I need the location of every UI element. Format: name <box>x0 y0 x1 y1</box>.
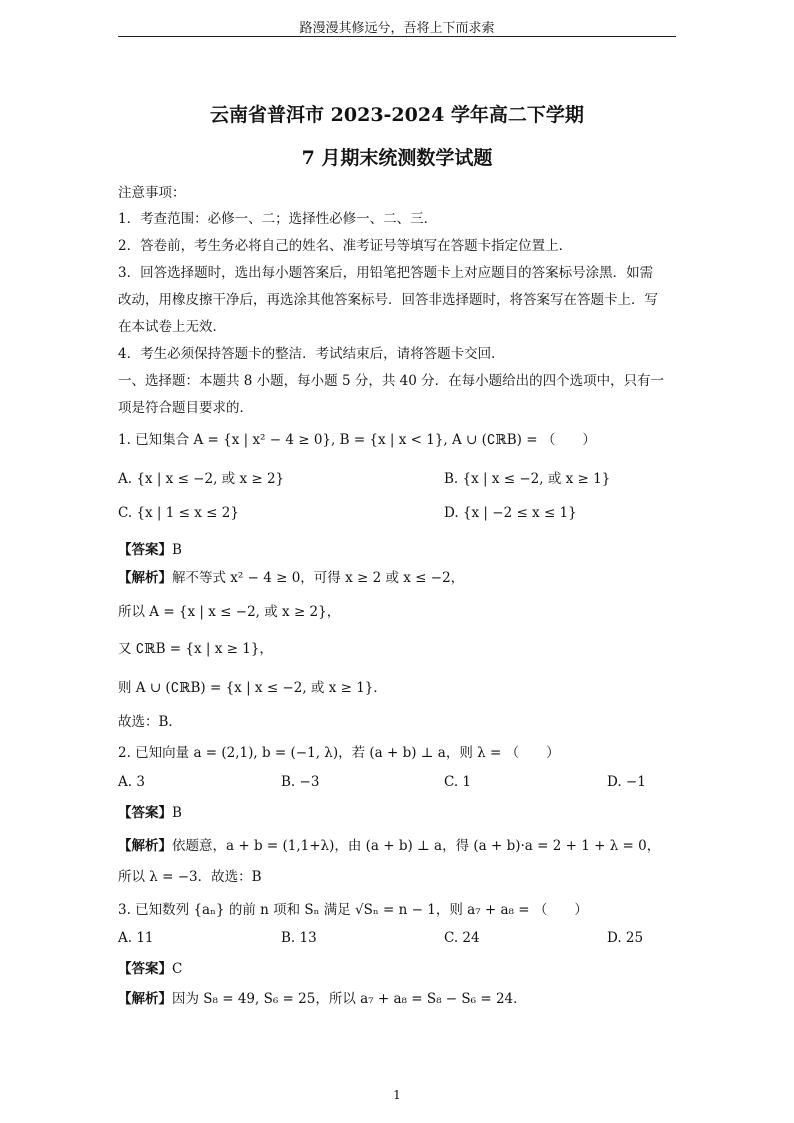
question-2-answer <box>118 801 182 821</box>
question-2-stem: 2. 已知向量 a = (2,1), b = (−1, λ)，若 (a + b) ⊥ a，则 λ = （ ） <box>118 745 560 761</box>
question-3-answer <box>118 957 182 977</box>
question-1-analysis <box>118 566 464 586</box>
analysis-tag: 【解析】 <box>118 570 172 586</box>
note-item: 在本试卷上无效． <box>118 319 226 335</box>
answer-value: B <box>172 542 182 558</box>
header-divider <box>118 36 676 37</box>
question-3-stem: 3. 已知数列 {aₙ} 的前 n 项和 Sₙ 满足 √Sₙ = n − 1，则 a₇ + a₈ = （ ） <box>118 902 588 918</box>
page-number: 1 <box>393 1088 401 1102</box>
section-heading: 一、选择题：本题共 8 小题，每小题 5 分，共 40 分．在每小题给出的四个选项中，只有一 <box>118 373 665 389</box>
analysis-text: 因为 S₈ = 49, S₆ = 25，所以 a₇ + a₈ = S₈ − S₆ = 24． <box>172 991 527 1007</box>
note-item: 3．回答选择题时，选出每小题答案后，用铅笔把答题卡上对应题目的答案标号涂黑．如需 <box>118 265 654 281</box>
question-1-option-c: C. {x | 1 ≤ x ≤ 2} <box>118 505 239 521</box>
note-item: 2．答卷前，考生务必将自己的姓名、准考证号等填写在答题卡指定位置上． <box>118 238 573 254</box>
question-2-option-b: B. −3 <box>281 774 320 790</box>
analysis-line: 又 ∁ℝB = {x | x ≥ 1}， <box>118 641 273 657</box>
analysis-line: 则 A ∪ (∁ℝB) = {x | x ≤ −2, 或 x ≥ 1}． <box>118 680 387 696</box>
analysis-text: 依题意，a + b = (1,1+λ)，由 (a + b) ⊥ a，得 (a + b)·a = 2 + 1 + λ = 0， <box>172 838 661 854</box>
question-1-stem: 1. 已知集合 A = {x | x² − 4 ≥ 0}, B = {x | x < 1}, A ∪ (∁ℝB) = （ ） <box>118 432 596 448</box>
question-1-answer <box>118 538 182 558</box>
analysis-tag: 【解析】 <box>118 838 172 854</box>
question-3-option-b: B. 13 <box>281 930 317 946</box>
question-3-option-d: D. 25 <box>607 930 644 946</box>
note-item: 1．考查范围：必修一、二；选择性必修一、二、三． <box>118 211 438 227</box>
question-3-option-c: C. 24 <box>444 930 480 946</box>
question-1-option-a: A. {x | x ≤ −2, 或 x ≥ 2} <box>118 471 285 487</box>
section-heading-cont: 项是符合题目要求的． <box>118 400 253 416</box>
answer-tag: 【答案】 <box>118 542 172 558</box>
analysis-line: 故选：B． <box>118 714 182 730</box>
question-2-option-c: C. 1 <box>444 774 472 790</box>
question-2-option-a: A. 3 <box>118 774 145 790</box>
document-title-line1: 云南省普洱市 2023-2024 学年高二下学期 <box>210 104 584 126</box>
note-item: 改动，用橡皮擦干净后，再选涂其他答案标号．回答非选择题时，将答案写在答题卡上．写 <box>118 292 658 308</box>
answer-tag: 【答案】 <box>118 805 172 821</box>
question-3-analysis <box>118 987 527 1007</box>
answer-value: B <box>172 805 182 821</box>
question-2-analysis <box>118 834 660 854</box>
question-3-option-a: A. 11 <box>118 930 154 946</box>
note-item: 4．考生必须保持答题卡的整洁．考试结束后，请将答题卡交回． <box>118 346 505 362</box>
analysis-line: 所以 A = {x | x ≤ −2, 或 x ≥ 2}， <box>118 604 341 620</box>
analysis-text: 解不等式 x² − 4 ≥ 0，可得 x ≥ 2 或 x ≤ −2， <box>172 570 465 586</box>
answer-value: C <box>172 961 183 977</box>
answer-tag: 【答案】 <box>118 961 172 977</box>
question-1-option-b: B. {x | x ≤ −2, 或 x ≥ 1} <box>444 471 611 487</box>
question-1-option-d: D. {x | −2 ≤ x ≤ 1} <box>444 505 577 521</box>
analysis-line: 所以 λ = −3．故选：B <box>118 869 262 885</box>
notes-heading: 注意事项： <box>118 185 186 201</box>
analysis-tag: 【解析】 <box>118 991 172 1007</box>
question-2-option-d: D. −1 <box>607 774 646 790</box>
document-title-line2: 7 月期末统测数学试题 <box>301 147 493 169</box>
page-header-motto: 路漫漫其修远兮，吾将上下而求索 <box>299 21 495 36</box>
